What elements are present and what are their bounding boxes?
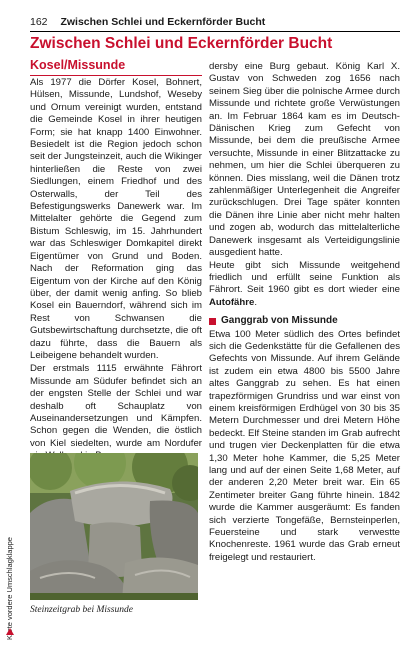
section-heading-kosel-missunde: Kosel/Missunde: [30, 58, 202, 76]
side-map-reference: [4, 490, 16, 640]
closing-end: .: [254, 296, 257, 308]
autofaehre-keyword: Autofähre: [209, 296, 255, 308]
closing-text: Heute gibt sich Missunde weitgehend friedlich und erfüllt seine Funktion als Fährort. Seit 1960 gibt es dort wieder eine: [209, 259, 400, 296]
left-column: [30, 58, 202, 463]
photo-steinzeitgrab: [30, 453, 198, 600]
body-paragraph: Als 1977 die Dörfer Kosel, Bohnert, Hülsen, Missunde, Lundshof, Weseby und Ornum vereinigt wurden, entstand die Gemeinde Kosel in ihrer heutigen Form; sie hat knapp 1400 Einwohner. Besiedelt ist die Region jedoch schon seit der Jungsteinzeit, auch die Wikinger hinterließen die Reste von zwei Siedlungen, einem Friedhof und des Osterwalls, der Teil des Befestigungswerks Danewerk war. Im Mittelalter gehörte die Gegend zum Bistum Schleswig, im 15. Jahrhundert war das Schleswiger Domkapitel direkt Eigentümer von Grund und Boden. Nach der Reformation ging das Eigentum von der Kirche auf den König über, der damit wenig anfing. So blieb Kosel ein Bauerndorf, während sich im Rest von Schwansen die Gutsbewirtschaftung durchsetzte, die oft dazu führte, dass die Bauern als Leibeigene behandelt wurden.: [30, 77, 202, 361]
page-number: 162: [30, 16, 48, 28]
body-paragraph-closing: [209, 260, 400, 310]
body-paragraph: dersby eine Burg gebaut. König Karl X. Gustav von Schweden zog 1656 nach seinem Sieg über die polnische Armee durch Missunde und richtete große Verwüstungen an. Im Februar 1864 kam es im Deutsch-Dänischen Krieg zum Gefecht von Missunde, bei dem die preußische Armee versuchte, Missunde in einer Blitzattacke zu nehmen, um hier die Schlei überqueren zu können. Dies misslang, weil die Dänen trotz zahlenmäßiger Unterlegenheit die Angreifer zurückschlugen. Drei Tage später konnten die Dänen ihre Linie aber nicht mehr halten und zogen ab, wodurch das mittelalterliche Danewerk insgesamt als Verteidigungslinie ausgedient hatte.: [209, 61, 400, 259]
chapter-title: Zwischen Schlei und Eckernförder Bucht: [30, 35, 333, 52]
section-heading-label: Ganggrab von Missunde: [221, 315, 338, 327]
body-paragraph: Der erstmals 1115 erwähnte Fährort Missunde am Südufer befindet sich an der engsten Stelle der Schlei und war deshalb oft Schauplatz von Auseinandersetzungen und Kämpfen. Schon gegen die Wenden, die östlich von Kiel siedelten, wurde am Nordufer: [30, 363, 202, 449]
running-head-section: Zwischen Schlei und Eckernförder Bucht: [60, 16, 266, 28]
section-heading-ganggrab: [209, 315, 400, 327]
right-column: [209, 61, 400, 564]
running-head: [30, 15, 400, 32]
side-map-label: Karte vordere Umschlagklappe: [5, 537, 14, 640]
red-square-marker: [209, 318, 216, 325]
photo-caption: Steinzeitgrab bei Missunde: [30, 605, 133, 615]
body-paragraph: Etwa 100 Meter südlich des Ortes befindet sich die Gedenkstätte für die Gefallenen des Gefechts von Missunde. Auf ihrem Gelände ist zudem ein etwa 4800 bis 5500 Jahre altes Ganggrab zu sehen. Es hat einen trapezförmigen Grundriss und war einst von einem kreisförmigen Erdhügel von 30 bis 35 Metern Durchmesser und drei Metern Höhe bedeckt. Elf Steine standen im Grab aufrecht und trugen vier Deckenplatten für die etwa 1,30 Meter hohe Kammer, die 5,25 Meter lang und auf der einen Seite 1,68 Meter, auf der anderen 2,20 Meter breit war. Ein 65 Zentimeter breiter Gang führte hinein. 1842 wurde die Kammer ausgeräumt: Es fanden sich verzierte Tongefäße, Bernsteinperlen, Feuersteine und stark verwestte Knochenreste. 1961 wurde das Grab erneut freigelegt und restauriert.: [209, 328, 400, 563]
triangle-up-icon: [6, 628, 14, 635]
